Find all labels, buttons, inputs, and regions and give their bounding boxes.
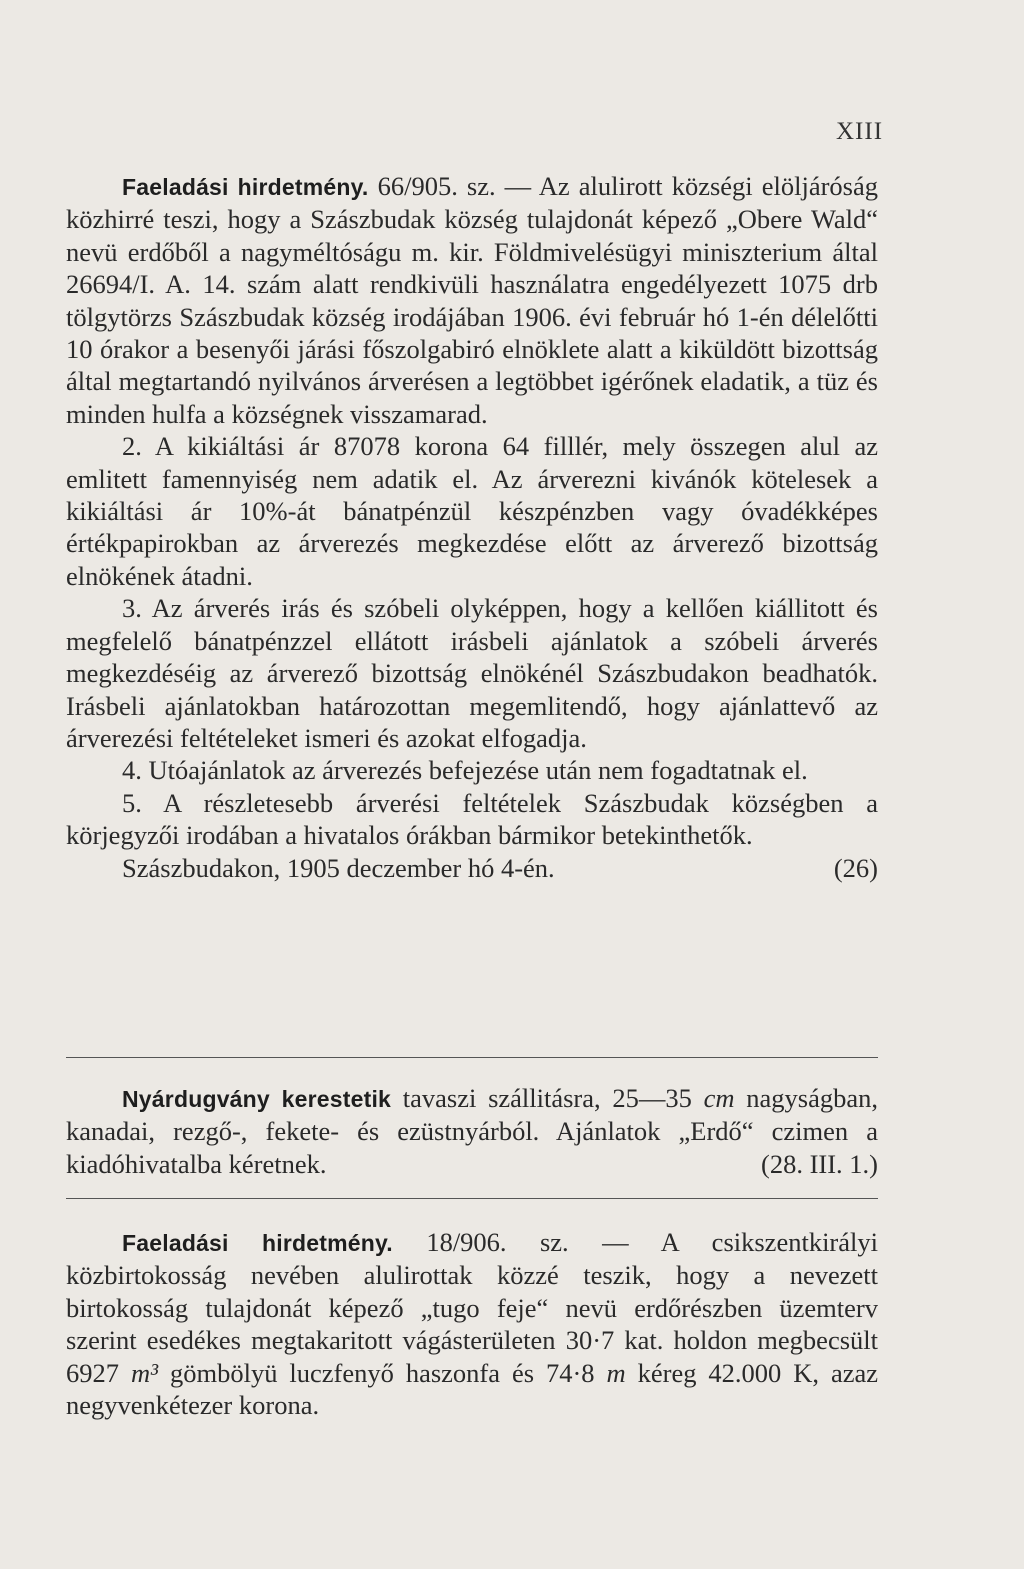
notice-body-part: 18/906. sz. — A csikszentkirályi közbirtokosság nevében alulirottak közzé teszik, hogy a nevezett birtokosság tulajdonát képező „tugo feje“ nevü erdőrészben üzemterv szerint esedékes megtakaritott vágásterületen 30·7 kat. holdon megbecsült 6927: [66, 1227, 878, 1388]
notice-closing-line: [66, 852, 878, 884]
notice-timber-sale-csikszentkiraly: [66, 1226, 878, 1421]
notice-poplar-cuttings-wanted: [66, 1082, 878, 1180]
section-divider: [66, 1198, 878, 1199]
notice-paragraph-4: 4. Utóajánlatok az árverezés befejezése után nem fogadtatnak el.: [122, 755, 808, 786]
notice-paragraph: [66, 1226, 878, 1421]
notice-body-part: gömbölyü luczfenyő haszonfa és 74·8: [158, 1357, 607, 1388]
notice-paragraph-3: 3. Az árverés irás és szóbeli olyképpen, hogy a kellően kiállitott és megfelelő bánatpénzzel ellátott irásbeli ajánlatok a szóbeli árverés megkezdéséig az árverező bizottság elnökénél Szászbudakon beadhatók. Irásbeli ajánlatokban határozottan megemlitendő, hogy ajánlattevő az árverezési feltételeket ismeri és azokat elfogadja.: [66, 593, 878, 753]
notice-heading: Nyárdugvány kerestetik: [122, 1086, 392, 1112]
notice-paragraph: [66, 1082, 878, 1180]
notice-body: 66/905. sz. — Az alulirott községi elöljáróság közhirré teszi, hogy a Szászbudak község tulajdonát képező „Obere Wald“ nevü erdőből a nagyméltóságu m. kir. Földmivelésügyi miniszterium által 26694/I. A. 14. szám alatt rendkivüli használatra engedélyezett 1075 drb tölgytörzs Szászbudak község irodájában 1906. évi február hó 1-én délelőtti 10 órakor a besenyői járási főszolgabiró elnöklete alatt a kiküldött bizottság által megtartandó nyilvános árverésen a legtöbbet igérőnek eladatik, a tüz és minden hulfa a községnek visszamarad.: [66, 171, 878, 429]
reference-number: (28. III. 1.): [761, 1148, 878, 1179]
notice-heading: Faeladási hirdetmény.: [122, 1230, 393, 1256]
unit-metre: m: [606, 1357, 626, 1388]
section-divider: [66, 1057, 878, 1058]
notice-paragraph-2: 2. A kikiáltási ár 87078 korona 64 filllér, mely összegen alul az emlitett famennyiség nem adatik el. Az árverezni kivánók kötelesek a kikiáltási ár 10%-át bánatpénzül készpénzben vagy óvadékképes értékpapirokban az árverezés megkezdése előtt az árverező bizottság elnökének átadni.: [66, 431, 878, 591]
notice-paragraph-5: 5. A részletesebb árverési feltételek Szászbudak községben a körjegyzői irodában a hivatalos órákban bármikor betekinthetők.: [66, 787, 878, 851]
notice-body-part: tavaszi szállitásra, 25—35: [391, 1083, 704, 1113]
unit-cubic-metre: m³: [130, 1357, 159, 1388]
notice-body-part: kéreg 42.000 K, azaz negyvenkétezer korona.: [66, 1357, 878, 1421]
notice-heading: Faeladási hirdetmény.: [122, 174, 369, 200]
closing-place-date: Szászbudakon, 1905 deczember hó 4-én.: [122, 852, 555, 883]
notice-paragraph-1: [66, 170, 878, 430]
unit-cm: cm: [703, 1083, 735, 1113]
notice-timber-sale-szaszbudak: [66, 170, 878, 884]
notice-body-part: nagyságban, kanadai, rezgő-, fekete- és ezüstnyárból. Ajánlatok „Erdő“ czimen a kiadóhivatalba kéretnek.: [66, 1083, 878, 1179]
page-number: XIII: [836, 118, 884, 145]
reference-number: (26): [833, 852, 878, 883]
